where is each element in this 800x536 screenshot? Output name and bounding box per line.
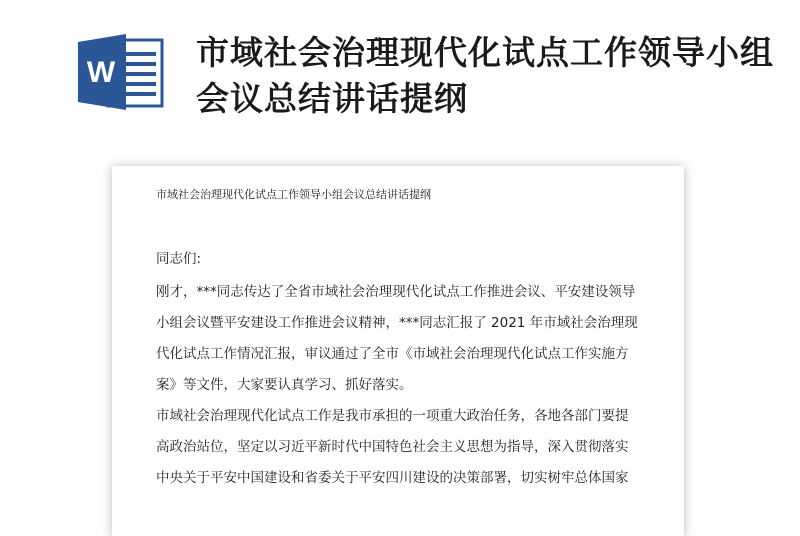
document-body — [156, 244, 646, 494]
word-icon-letter: W — [86, 56, 116, 89]
text-line: 案》等文件，大家要认真学习、抓好落实。 — [156, 377, 413, 393]
text-line: 小组会议暨平安建设工作推进会议精神，***同志汇报了 2021 年市域社会治理现 — [156, 315, 638, 331]
promo-header — [0, 0, 800, 150]
text-line: 中央关于平安中国建设和省委关于平安四川建设的决策部署，切实树牢总体国家 — [156, 470, 629, 486]
text-line: 代化试点工作情况汇报，审议通过了全市《市域社会治理现代化试点工作实施方 — [156, 346, 629, 362]
text-line: 高政治站位，坚定以习近平新时代中国特色社会主义思想为指导，深入贯彻落实 — [156, 439, 629, 455]
text-line: 刚才，***同志传达了全省市域社会治理现代化试点工作推进会议、平安建设领导 — [156, 284, 636, 300]
running-header: 市域社会治理现代化试点工作领导小组会议总结讲话提纲 — [156, 188, 431, 201]
text-line: 市域社会治理现代化试点工作是我市承担的一项重大政治任务，各地各部门要提 — [156, 408, 629, 424]
salutation: 同志们: — [156, 251, 202, 267]
word-document-icon — [74, 32, 166, 112]
page-title: 市域社会治理现代化试点工作领导小组会议总结讲话提纲 — [196, 33, 774, 118]
document-page — [112, 166, 684, 536]
